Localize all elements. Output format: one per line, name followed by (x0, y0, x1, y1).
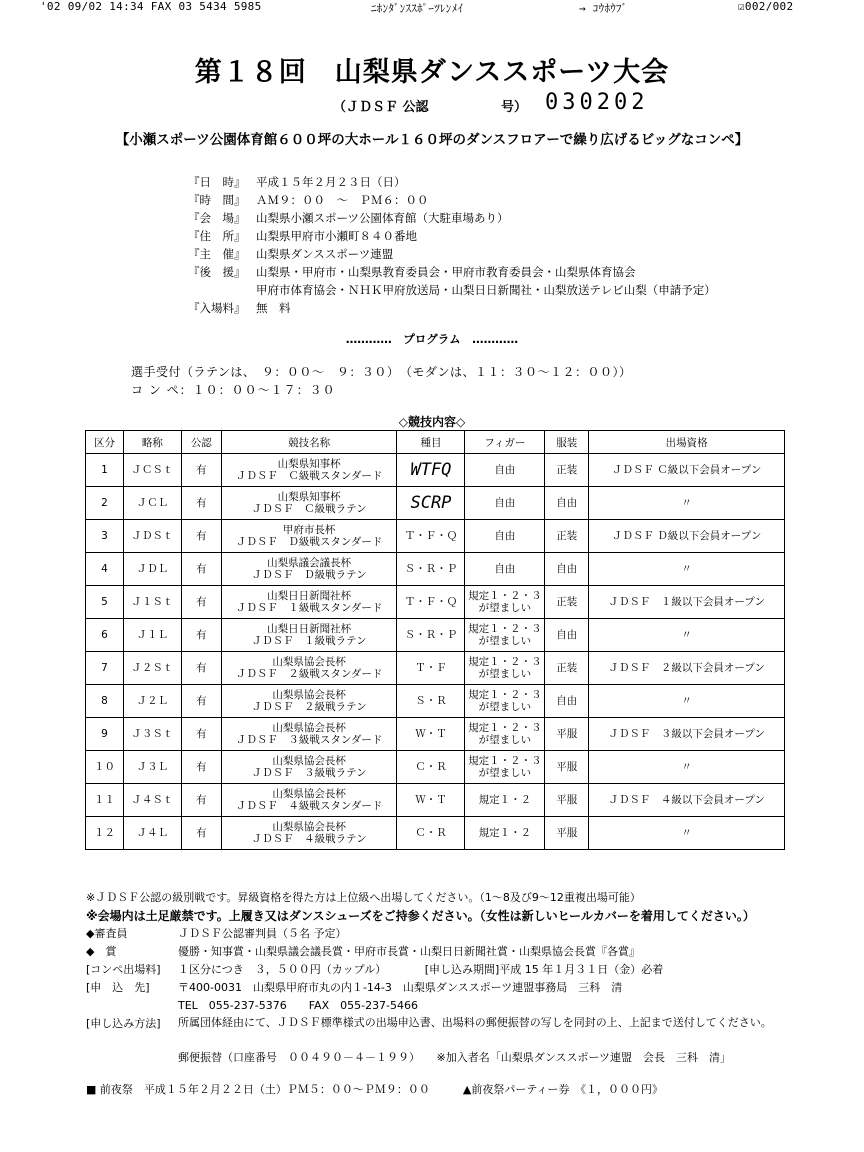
cell-text: 正装 (556, 464, 578, 476)
cell-text: Ｓ・Ｒ・Ｐ (404, 629, 458, 641)
cell-auth (181, 751, 221, 784)
table-header-row (86, 431, 785, 454)
column-header: 公認 (181, 431, 221, 454)
cell-no (86, 487, 124, 520)
cell-event (397, 619, 465, 652)
cell-text: １１ (93, 794, 115, 806)
column-header: フィガー (465, 431, 545, 454)
cell-text: Ｓ・Ｒ・Ｐ (404, 563, 458, 575)
note-grade: ※ＪＤＳＦ公認の級別戦です。昇級資格を得た方は上位級へ出場してください。（1～8及び9～12重複出場可能） (86, 891, 641, 904)
cell-figure (465, 553, 545, 586)
info-label: 『入場料』 (188, 301, 246, 315)
cell-text: 有 (196, 695, 207, 707)
cell-text: 自由 (494, 563, 516, 575)
cell-qual (589, 520, 785, 553)
cell-text: ＪＣＳｔ (131, 464, 174, 476)
cell-text: が望ましい (478, 767, 532, 779)
cell-figure (465, 454, 545, 487)
table-row (86, 487, 785, 520)
cell-qual (589, 586, 785, 619)
cell-auth (181, 784, 221, 817)
cell-abbr (123, 784, 181, 817)
cell-text: ＪＤＳＦ ４級戦ラテン (251, 833, 367, 845)
cell-text: Ｊ３Ｌ (136, 761, 169, 773)
cell-auth (181, 553, 221, 586)
fax-header-sender: ﾆﾎﾝﾀﾞﾝｽｽﾎﾟｰﾂﾚﾝﾒｲ (371, 2, 464, 15)
cell-text: が望ましい (478, 668, 532, 680)
postal-transfer: 郵便振替（口座番号 ００４９０－４－１９９） ※加入者名「山梨県ダンススポーツ連盟 会長 三科 清」 (178, 1051, 732, 1064)
tel-fax: TEL 055-237-5376 FAX 055-237-5466 (178, 999, 419, 1012)
cell-qual (589, 487, 785, 520)
cell-event (397, 520, 465, 553)
cell-name (221, 685, 397, 718)
cell-auth (181, 619, 221, 652)
method-row (86, 1015, 826, 1049)
cell-text: ＪＤＳＦ Ｃ級戦ラテン (251, 503, 367, 515)
cell-abbr (123, 553, 181, 586)
info-row (188, 227, 716, 245)
cell-text: 山梨県議会議長杯 (267, 557, 352, 569)
info-row (188, 263, 716, 281)
cell-text: 自由 (494, 464, 516, 476)
cell-text: 自由 (494, 497, 516, 509)
cell-event (397, 553, 465, 586)
cell-figure (465, 685, 545, 718)
cell-text: 自由 (556, 563, 578, 575)
page-title: 第１８回 山梨県ダンススポーツ大会 (194, 57, 670, 88)
cell-text: 規定１・２ (478, 827, 532, 839)
info-row (188, 191, 716, 209)
cell-no (86, 718, 124, 751)
cell-text: Ｊ１Ｓｔ (131, 596, 174, 608)
cell-text: Ｊ４Ｌ (136, 827, 169, 839)
cell-text: ＪＤＳＦ Ｃ級以下会員オープン (611, 464, 762, 476)
cell-name (221, 718, 397, 751)
prize-label: ◆ 賞 (86, 945, 117, 958)
cell-event (397, 718, 465, 751)
event-info (188, 173, 716, 317)
cell-auth (181, 817, 221, 850)
cell-text: 山梨県協会長杯 (272, 689, 346, 701)
cell-text: 1 (101, 464, 108, 476)
column-header: 区分 (86, 431, 124, 454)
cell-text: 正装 (556, 662, 578, 674)
cell-dress (545, 619, 589, 652)
cell-text: 規定１・２・３ (468, 722, 542, 734)
cell-auth (181, 487, 221, 520)
cell-text: 山梨県知事杯 (277, 458, 341, 470)
cell-qual (589, 718, 785, 751)
cell-text: ＪＤＳＦ ３級戦スタンダード (235, 734, 383, 746)
table-row (86, 586, 785, 619)
cell-figure (465, 784, 545, 817)
cell-text: 8 (101, 695, 108, 707)
events-heading: ◇競技内容◇ (398, 415, 466, 429)
cell-text: が望ましい (478, 602, 532, 614)
cell-qual (589, 751, 785, 784)
cell-text: 有 (196, 629, 207, 641)
cell-name (221, 520, 397, 553)
column-header: 種目 (397, 431, 465, 454)
cell-text: Ｃ・Ｒ (415, 761, 447, 773)
events-table (85, 430, 785, 850)
cell-text: 〃 (681, 629, 692, 641)
table-row (86, 553, 785, 586)
info-label: 『後 援』 (188, 265, 246, 279)
fax-header-page: ☑002/002 (738, 0, 794, 13)
cell-text: 山梨県協会長杯 (272, 821, 346, 833)
cell-dress (545, 685, 589, 718)
cell-text: ＪＤＳＦ ２級戦スタンダード (235, 668, 383, 680)
cell-auth (181, 652, 221, 685)
cell-dress (545, 520, 589, 553)
info-row (188, 173, 716, 191)
cell-text: 〃 (681, 563, 692, 575)
cell-figure (465, 487, 545, 520)
cell-text: Ｔ・Ｆ (415, 662, 447, 674)
cell-text: 正装 (556, 530, 578, 542)
cell-text: ＪＤＳＦ Ｄ級戦スタンダード (235, 536, 383, 548)
cell-text: 有 (196, 728, 207, 740)
cell-dress (545, 454, 589, 487)
cell-event (397, 454, 465, 487)
cell-event (397, 817, 465, 850)
info-row (188, 299, 716, 317)
cell-text: Ｊ４Ｓｔ (131, 794, 174, 806)
cell-text: ＪＤＳＦ ４級以下会員オープン (608, 794, 765, 806)
approval-number: 030202 (545, 90, 649, 115)
cell-figure (465, 652, 545, 685)
cell-text: ＪＤＳＦ ３級以下会員オープン (608, 728, 765, 740)
cell-qual (589, 652, 785, 685)
reception-time: 選手受付（ラテンは、 ９：００～ ９：３０） （モダンは、１１：３０～１２：００）） (131, 365, 632, 379)
column-header: 服装 (545, 431, 589, 454)
cell-no (86, 685, 124, 718)
info-value: 山梨県小瀬スポーツ公園体育館（大駐車場あり） (256, 211, 509, 225)
cell-no (86, 652, 124, 685)
cell-name (221, 784, 397, 817)
cell-no (86, 553, 124, 586)
cell-name (221, 751, 397, 784)
cell-auth (181, 454, 221, 487)
cell-text: 正装 (556, 596, 578, 608)
cell-no (86, 784, 124, 817)
cell-figure (465, 619, 545, 652)
cell-text: 〃 (681, 761, 692, 773)
table-row (86, 817, 785, 850)
cell-dress (545, 652, 589, 685)
cell-abbr (123, 619, 181, 652)
cell-text: 7 (101, 662, 108, 674)
info-label: 『住 所』 (188, 229, 246, 243)
cell-event (397, 784, 465, 817)
cell-text: 有 (196, 662, 207, 674)
cell-dress (545, 487, 589, 520)
cell-text: 山梨県知事杯 (277, 491, 341, 503)
cell-figure (465, 718, 545, 751)
cell-abbr (123, 718, 181, 751)
cell-event (397, 751, 465, 784)
cell-text: 規定１・２・３ (468, 623, 542, 635)
cell-text: が望ましい (478, 635, 532, 647)
info-label: 『主 催』 (188, 247, 246, 261)
method-value: 所属団体経由にて、ＪＤＳＦ標準様式の出場申込書、出場料の郵便振替の写しを同封の上、上記まで送付してください。 (178, 1016, 772, 1029)
cell-qual (589, 619, 785, 652)
cell-figure (465, 520, 545, 553)
cell-no (86, 619, 124, 652)
cell-text: １０ (93, 761, 115, 773)
cell-text: Ｊ２Ｓｔ (131, 662, 174, 674)
cell-abbr (123, 685, 181, 718)
info-value: ＡＭ９：００ ～ ＰＭ６：００ (256, 193, 429, 207)
cell-event (397, 685, 465, 718)
cell-dress (545, 751, 589, 784)
info-value: 山梨県ダンススポーツ連盟 (256, 247, 394, 261)
cell-text: 自由 (556, 695, 578, 707)
cell-event (397, 652, 465, 685)
cell-text: 3 (101, 530, 108, 542)
cell-name (221, 553, 397, 586)
cell-text: が望ましい (478, 701, 532, 713)
cell-qual (589, 685, 785, 718)
cell-text: Ｓ・Ｒ (415, 695, 447, 707)
prize-value: 優勝・知事賞・山梨県議会議長賞・甲府市長賞・山梨日日新聞社賞・山梨県協会長賞『各賞』 (178, 945, 640, 958)
prize-row (86, 943, 826, 961)
note-footwear: ※会場内は土足厳禁です。上履き又はダンスシューズをご持参ください。（女性は新しいヒールカバーを着用してください。） (86, 909, 755, 923)
postal-row (86, 1049, 826, 1067)
cell-text: 有 (196, 596, 207, 608)
cell-text: 山梨日日新聞社杯 (267, 623, 352, 635)
cell-figure (465, 751, 545, 784)
cell-abbr (123, 586, 181, 619)
info-row (188, 209, 716, 227)
info-value: 平成１５年２月２３日（日） (256, 175, 406, 189)
cell-auth (181, 586, 221, 619)
cell-abbr (123, 454, 181, 487)
subtitle: 【小瀬スポーツ公園体育館６００坪の大ホール１６０坪のダンスフロアーで繰り広げるビッグなコンペ】 (115, 132, 749, 148)
info-label: 『会 場』 (188, 211, 246, 225)
cell-no (86, 817, 124, 850)
cell-name (221, 454, 397, 487)
cell-text: Ｗ・Ｔ (415, 728, 447, 740)
info-value: 甲府市体育協会・ＮＨＫ甲府放送局・山梨日日新聞社・山梨放送テレビ山梨（申請予定） (256, 283, 716, 297)
cell-figure (465, 817, 545, 850)
cell-auth (181, 685, 221, 718)
cell-text: Ｊ１Ｌ (136, 629, 169, 641)
cell-text: SCRP (410, 493, 452, 513)
approval-go: 号） (501, 100, 528, 115)
cell-dress (545, 718, 589, 751)
tel-row (86, 997, 826, 1015)
cell-text: 山梨県協会長杯 (272, 788, 346, 800)
info-label (188, 281, 256, 299)
cell-text: ＪＤＬ (136, 563, 169, 575)
cell-qual (589, 454, 785, 487)
cell-text: 規定１・２・３ (468, 590, 542, 602)
info-row (188, 281, 716, 299)
cell-name (221, 586, 397, 619)
cell-text: 平服 (556, 827, 578, 839)
cell-text: ＪＤＳＦ １級戦スタンダード (235, 602, 383, 614)
cell-abbr (123, 751, 181, 784)
cell-auth (181, 718, 221, 751)
cell-text: ＪＤＳＦ ４級戦スタンダード (235, 800, 383, 812)
fee-label: [コンペ出場料] (86, 963, 161, 976)
cell-dress (545, 817, 589, 850)
cell-event (397, 487, 465, 520)
cell-text: 有 (196, 464, 207, 476)
cell-name (221, 619, 397, 652)
cell-name (221, 487, 397, 520)
cell-name (221, 652, 397, 685)
cell-text: ＪＤＳＦ ３級戦ラテン (251, 767, 367, 779)
cell-abbr (123, 652, 181, 685)
info-label: 『日 時』 (188, 175, 246, 189)
fax-header-left: '02 09/02 14:34 FAX 03 5434 5985 (40, 0, 262, 13)
cell-text: ＪＤＳＦ ２級戦ラテン (251, 701, 367, 713)
table-row (86, 685, 785, 718)
cell-text: 有 (196, 530, 207, 542)
column-header: 競技名称 (221, 431, 397, 454)
table-row (86, 454, 785, 487)
cell-text: 山梨県協会長杯 (272, 722, 346, 734)
cell-qual (589, 817, 785, 850)
approval-line (333, 90, 649, 115)
cell-text: 2 (101, 497, 108, 509)
cell-text: Ｊ２Ｌ (136, 695, 169, 707)
info-row (188, 245, 716, 263)
column-header: 略称 (123, 431, 181, 454)
info-value: 無 料 (256, 301, 291, 315)
cell-text: 甲府市長杯 (282, 524, 336, 536)
cell-text: 自由 (556, 497, 578, 509)
cell-abbr (123, 817, 181, 850)
info-value: 山梨県・甲府市・山梨県教育委員会・甲府市教育委員会・山梨県体育協会 (256, 265, 636, 279)
table-row (86, 619, 785, 652)
cell-text: １２ (93, 827, 115, 839)
cell-text: 4 (101, 563, 108, 575)
cell-text: 有 (196, 827, 207, 839)
cell-text: 〃 (681, 827, 692, 839)
cell-no (86, 454, 124, 487)
table-row (86, 520, 785, 553)
cell-dress (545, 784, 589, 817)
cell-name (221, 817, 397, 850)
cell-text: ＪＤＳＦ １級以下会員オープン (608, 596, 765, 608)
column-header: 出場資格 (589, 431, 785, 454)
cell-qual (589, 553, 785, 586)
cell-text: ＪＤＳＦ Ｃ級戦スタンダード (235, 470, 383, 482)
program-heading: ………… プログラム ………… (345, 332, 519, 346)
cell-text: ＪＤＳＦ Ｄ級以下会員オープン (611, 530, 762, 542)
cell-text: 〃 (681, 695, 692, 707)
cell-dress (545, 553, 589, 586)
cell-text: ＪＤＳｔ (131, 530, 174, 542)
cell-text: 規定１・２・３ (468, 656, 542, 668)
cell-text: 山梨県協会長杯 (272, 755, 346, 767)
cell-text: WTFQ (410, 460, 452, 480)
eve-party: ■ 前夜祭 平成１５年２月２２日（土）ＰＭ５：００～ＰＭ９：００ ▲前夜祭パーティー券 《１，０００円》 (86, 1083, 663, 1096)
cell-event (397, 586, 465, 619)
cell-text: ＪＤＳＦ ２級以下会員オープン (608, 662, 765, 674)
notes-section (86, 889, 826, 1099)
cell-text: 有 (196, 761, 207, 773)
cell-dress (545, 586, 589, 619)
table-row (86, 652, 785, 685)
cell-text: 5 (101, 596, 108, 608)
cell-text: Ｔ・Ｆ・Ｑ (404, 530, 458, 542)
cell-text: 平服 (556, 794, 578, 806)
table-row (86, 784, 785, 817)
cell-text: ＪＤＳＦ Ｄ級戦ラテン (251, 569, 367, 581)
cell-text: 平服 (556, 728, 578, 740)
fee-row (86, 961, 826, 979)
apply-row (86, 979, 826, 997)
cell-text: Ｗ・Ｔ (415, 794, 447, 806)
cell-abbr (123, 520, 181, 553)
cell-text: 規定１・２・３ (468, 689, 542, 701)
cell-qual (589, 784, 785, 817)
cell-text: 有 (196, 497, 207, 509)
cell-text: 平服 (556, 761, 578, 773)
cell-text: 有 (196, 794, 207, 806)
apply-label: [申 込 先] (86, 981, 150, 994)
judges-value: ＪＤＳＦ公認審判員（５名 予定） (178, 927, 347, 940)
cell-no (86, 751, 124, 784)
apply-address: 〒400-0031 山梨県甲府市丸の内１-14-3 山梨県ダンススポーツ連盟事務局 三科 清 (178, 981, 623, 994)
info-value: 山梨県甲府市小瀬町８４０番地 (256, 229, 417, 243)
fee-value: １区分につき ３，５００円（カップル） [申し込み期間]平成 15 年１月３１日（金）必着 (178, 963, 664, 976)
cell-text: 自由 (556, 629, 578, 641)
cell-text: Ｊ３Ｓｔ (131, 728, 174, 740)
cell-no (86, 586, 124, 619)
cell-text: 〃 (681, 497, 692, 509)
judges-label: ◆審査員 (86, 927, 128, 940)
cell-text: 規定１・２・３ (468, 755, 542, 767)
cell-auth (181, 520, 221, 553)
competition-time: コ ン ペ：１０：００～１７：３０ (131, 383, 336, 397)
cell-text: 自由 (494, 530, 516, 542)
fax-header-receiver: → ｺｳﾎｳﾌﾞ (579, 2, 628, 15)
cell-text: 山梨日日新聞社杯 (267, 590, 352, 602)
cell-text: 有 (196, 563, 207, 575)
info-label: 『時 間』 (188, 193, 246, 207)
cell-text: ＪＣＬ (136, 497, 169, 509)
cell-abbr (123, 487, 181, 520)
table-row (86, 751, 785, 784)
cell-figure (465, 586, 545, 619)
cell-text: Ｃ・Ｒ (415, 827, 447, 839)
method-label: [申し込み方法] (86, 1017, 161, 1030)
cell-text: が望ましい (478, 734, 532, 746)
judges-row (86, 925, 826, 943)
table-row (86, 718, 785, 751)
cell-no (86, 520, 124, 553)
cell-text: Ｔ・Ｆ・Ｑ (404, 596, 458, 608)
cell-text: 山梨県協会長杯 (272, 656, 346, 668)
cell-text: 規定１・２ (478, 794, 532, 806)
approval-label: （ＪＤＳＦ 公認 (333, 100, 429, 115)
cell-text: ＪＤＳＦ １級戦ラテン (251, 635, 367, 647)
cell-text: 9 (101, 728, 108, 740)
cell-text: 6 (101, 629, 108, 641)
